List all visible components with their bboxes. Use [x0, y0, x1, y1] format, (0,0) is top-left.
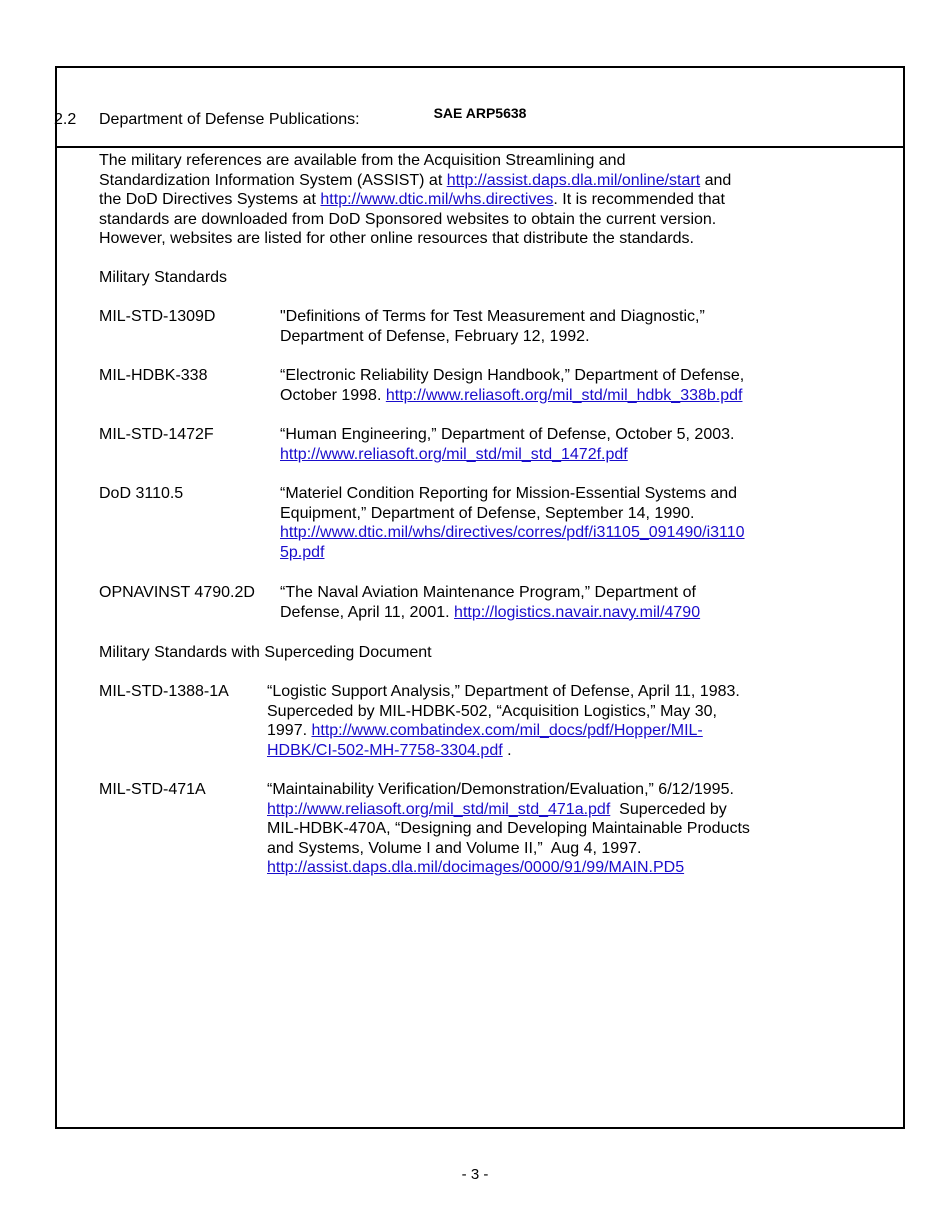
description-line: Equipment,” Department of Defense, September 14, 1990.	[280, 504, 695, 522]
description-text: 1997.	[267, 722, 312, 740]
reference-description	[267, 780, 750, 878]
description-line: “Logistic Support Analysis,” Department of Defense, April 11, 1983.	[267, 683, 740, 700]
reference-id: MIL-STD-1472F	[99, 426, 214, 443]
description-line	[280, 603, 700, 623]
description-line: Superceded by MIL-HDBK-502, “Acquisition Logistics,” May 30,	[267, 702, 717, 720]
reference-id: DoD 3110.5	[99, 485, 184, 502]
reference-description	[280, 484, 745, 562]
document-title: SAE ARP5638	[433, 105, 527, 121]
reference-id: OPNAVINST 4790.2D	[99, 584, 255, 601]
reference-link[interactable]: http://assist.daps.dla.mil/docimages/0000/91/99/MAIN.PD5	[267, 859, 685, 877]
reference-description	[267, 682, 740, 760]
description-line: “Electronic Reliability Design Handbook,” Department of Defense,	[280, 367, 745, 384]
reference-description	[280, 366, 744, 405]
description-text: October 1998.	[280, 386, 386, 404]
reference-link[interactable]: http://logistics.navair.navy.mil/4790	[454, 603, 701, 621]
reference-link[interactable]: http://www.dtic.mil/whs/directives/corres/pdf/i31105_091490/i3110	[280, 524, 745, 542]
description-line	[267, 858, 750, 878]
superceded-heading: Military Standards with Superceding Document	[99, 644, 432, 661]
reference-link[interactable]: http://www.reliasoft.org/mil_std/mil_hdbk_338b.pdf	[385, 386, 743, 404]
description-text: Superceded by	[610, 800, 727, 818]
reference-link[interactable]: 5p.pdf	[280, 543, 325, 561]
reference-link[interactable]: http://www.reliasoft.org/mil_std/mil_std_1472f.pdf	[280, 445, 628, 463]
intro-text: and	[700, 171, 732, 189]
description-line: “Materiel Condition Reporting for Mission-Essential Systems and	[280, 485, 738, 502]
intro-line	[99, 171, 731, 191]
dtic-directives-link[interactable]: http://www.dtic.mil/whs.directives	[320, 191, 554, 209]
reference-description	[280, 307, 705, 346]
intro-line: The military references are available from the Acquisition Streamlining and	[99, 152, 626, 169]
description-line: Department of Defense, February 12, 1992.	[280, 327, 590, 345]
description-line	[280, 523, 745, 543]
description-line	[267, 800, 750, 820]
page-number: - 3 -	[461, 1166, 489, 1183]
reference-link[interactable]: http://www.reliasoft.org/mil_std/mil_std_471a.pdf	[267, 800, 611, 818]
military-standards-heading: Military Standards	[99, 269, 228, 286]
intro-text: the DoD Directives Systems at	[99, 191, 321, 209]
description-line: MIL-HDBK-470A, “Designing and Developing Maintainable Products	[267, 820, 750, 838]
description-line: and Systems, Volume I and Volume II,” Aug 4, 1997.	[267, 839, 642, 857]
description-line	[267, 721, 740, 741]
description-line	[267, 741, 740, 761]
description-line: "Definitions of Terms for Test Measurement and Diagnostic,”	[280, 308, 705, 325]
description-line	[280, 543, 745, 563]
reference-id: MIL-STD-471A	[99, 781, 206, 798]
intro-line	[99, 190, 731, 210]
reference-id: MIL-STD-1388-1A	[99, 683, 229, 700]
section-number: 2.2	[54, 111, 77, 128]
section-title: Department of Defense Publications:	[99, 111, 360, 128]
reference-link[interactable]: http://www.combatindex.com/mil_docs/pdf/Hopper/MIL-	[311, 722, 703, 740]
reference-description	[280, 425, 734, 464]
intro-text: Standardization Information System (ASSIST) at	[99, 171, 447, 189]
reference-id: MIL-HDBK-338	[99, 367, 208, 384]
description-text: Defense, April 11, 2001.	[280, 603, 455, 621]
intro-line: standards are downloaded from DoD Sponsored websites to obtain the current version.	[99, 210, 717, 228]
intro-text: . It is recommended that	[553, 191, 725, 209]
description-text: .	[502, 741, 512, 759]
reference-link[interactable]: HDBK/CI-502-MH-7758-3304.pdf	[267, 741, 503, 759]
description-line: “Human Engineering,” Department of Defense, October 5, 2003.	[280, 426, 735, 443]
description-line	[280, 445, 734, 465]
reference-id: MIL-STD-1309D	[99, 308, 216, 325]
page-header	[57, 68, 903, 148]
description-line: “Maintainability Verification/Demonstration/Evaluation,” 6/12/1995.	[267, 781, 734, 798]
assist-link[interactable]: http://assist.daps.dla.mil/online/start	[446, 171, 701, 189]
reference-description	[280, 583, 700, 622]
intro-line: However, websites are listed for other online resources that distribute the standards.	[99, 230, 694, 248]
intro-paragraph	[99, 151, 731, 249]
description-line: “The Naval Aviation Maintenance Program,” Department of	[280, 584, 696, 601]
description-line	[280, 386, 744, 406]
